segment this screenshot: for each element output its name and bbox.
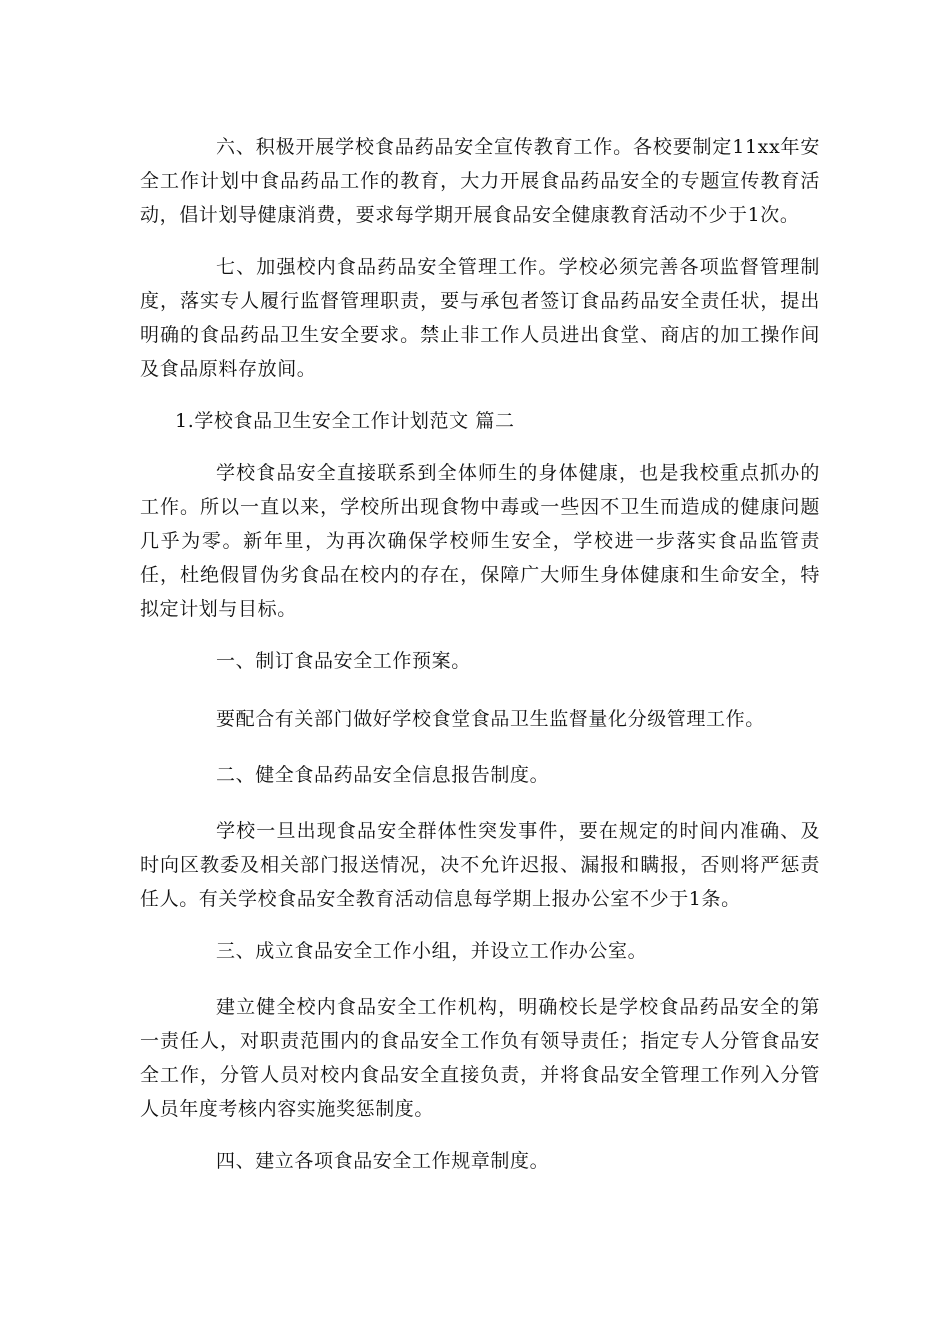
item-one-heading: 一、制订食品安全工作预案。 <box>216 650 471 672</box>
item-two-body: 学校一旦出现食品安全群体性突发事件，要在规定的时间内准确、及时向区教委及相关部门报送情况，决不允许迟报、漏报和瞒报，否则将严惩责任人。有关学校食品安全教育活动信息每学期上报办公室不少于1条。 <box>140 820 820 910</box>
paragraph-intro: 学校食品安全直接联系到全体师生的身体健康，也是我校重点抓办的工作。所以一直以来，学校所出现食物中毒或一些因不卫生而造成的健康问题几乎为零。新年里，为再次确保学校师生安全，学校进一步落实食品监管责任，杜绝假冒伪劣食品在校内的存在，保障广大师生身体健康和生命安全，特拟定计划与目标。 <box>140 462 820 620</box>
item-three-body: 建立健全校内食品安全工作机构，明确校长是学校食品药品安全的第一责任人，对职责范围内的食品安全工作负有领导责任；指定专人分管食品安全工作，分管人员对校内食品安全直接负责，并将食品安全管理工作列入分管人员年度考核内容实施奖惩制度。 <box>140 996 820 1120</box>
item-three-heading: 三、成立食品安全工作小组，并设立工作办公室。 <box>216 940 648 962</box>
item-one-body: 要配合有关部门做好学校食堂食品卫生监督量化分级管理工作。 <box>216 708 765 730</box>
paragraph-seven: 七、加强校内食品药品安全管理工作。学校必须完善各项监督管理制度，落实专人履行监督管理职责，要与承包者签订食品药品安全责任状，提出明确的食品药品卫生安全要求。禁止非工作人员进出食堂、商店的加工操作间及食品原料存放间。 <box>140 256 820 380</box>
paragraph-six: 六、积极开展学校食品药品安全宣传教育工作。各校要制定11xx年安全工作计划中食品药品工作的教育，大力开展食品药品安全的专题宣传教育活动，倡计划导健康消费，要求每学期开展食品安全健康教育活动不少于1次。 <box>140 136 820 226</box>
section-heading-part-two: 1.学校食品卫生安全工作计划范文 篇二 <box>175 410 515 432</box>
item-four-heading: 四、建立各项食品安全工作规章制度。 <box>216 1150 550 1172</box>
item-two-heading: 二、健全食品药品安全信息报告制度。 <box>216 764 550 786</box>
